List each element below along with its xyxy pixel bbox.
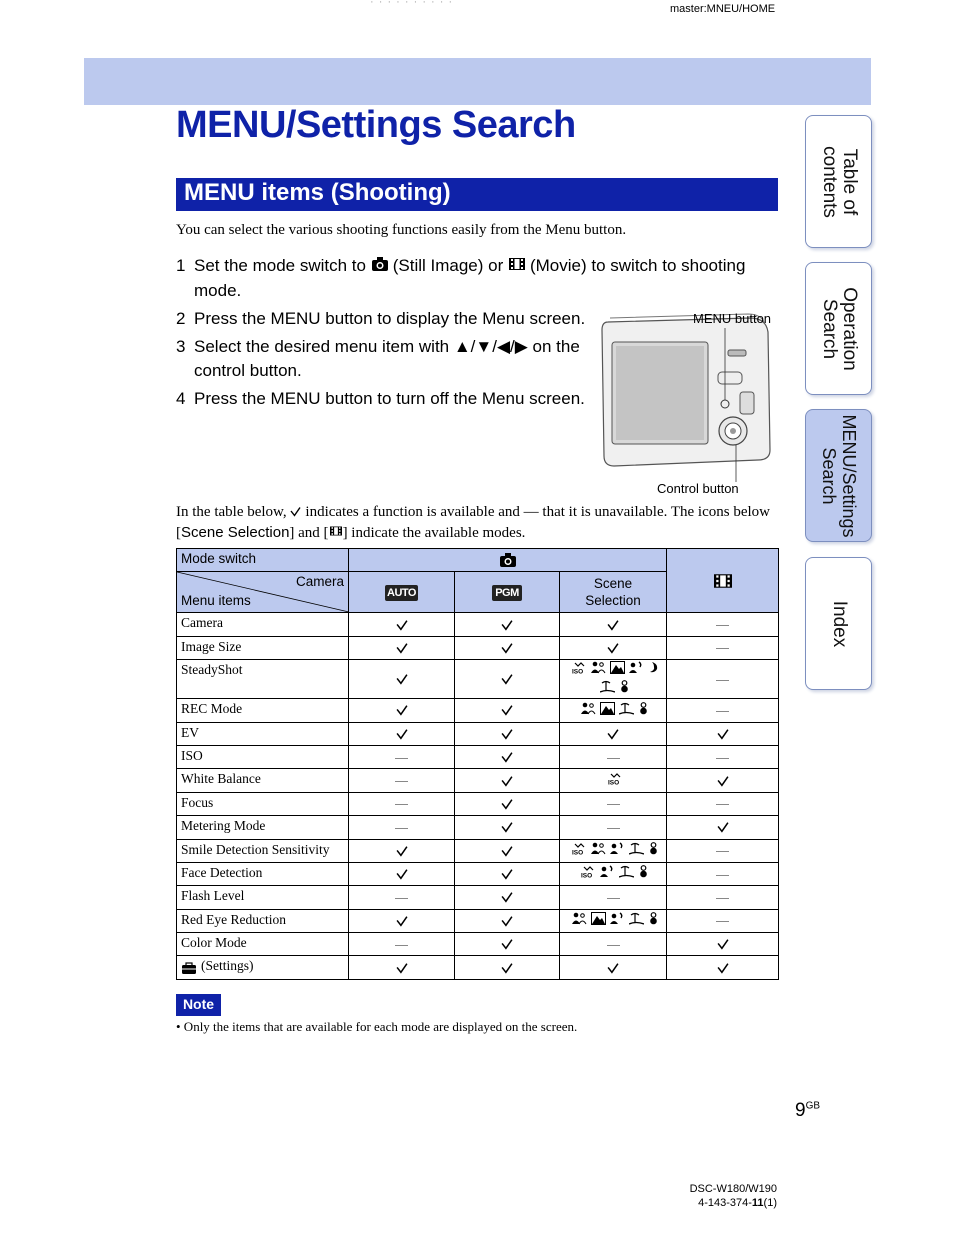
check-icon [455, 728, 559, 740]
svg-text:ISO: ISO [581, 872, 593, 879]
scene-unavailable [560, 745, 667, 768]
tab-menu-settings-search[interactable] [805, 409, 872, 542]
table-row [177, 909, 779, 932]
scene-scene-icons [560, 660, 667, 699]
camera-illustration [600, 300, 790, 500]
tab-label-line: Search [818, 446, 839, 505]
faint-header-text: · · · · · · · · · · [370, 0, 454, 8]
movie-unavailable [667, 636, 779, 659]
movie-unavailable [667, 909, 779, 932]
legend-scene: Scene Selection [181, 523, 290, 541]
pgm-available [455, 886, 560, 909]
menu-item-label: Flash Level [181, 888, 245, 904]
step-text: (Movie) to switch to shooting mode. [194, 256, 746, 300]
pgm-available [455, 745, 560, 768]
check-icon [455, 962, 559, 974]
step-text: Press the MENU button to display the Menu screen. [194, 308, 586, 328]
step-text: Select the desired menu item with ▲/▼/◀/▶ on the control button. [194, 336, 580, 380]
check-icon [667, 821, 778, 833]
pgm-mode-header [455, 572, 560, 613]
pgm-available [455, 956, 560, 979]
portrait-scene-icon [591, 842, 606, 860]
dash-unavailable [716, 680, 729, 681]
step-number: 1 [176, 256, 186, 275]
movie-icon [508, 255, 526, 279]
page-number-suffix: GB [805, 1100, 821, 1112]
scene-unavailable [560, 816, 667, 839]
check-icon [667, 775, 778, 787]
diagonal-header-cell [177, 572, 349, 613]
menu-item-name [177, 956, 349, 979]
scene-unavailable [560, 933, 667, 956]
menu-item-label: White Balance [181, 771, 261, 787]
movie-icon [667, 572, 778, 590]
table-row [177, 792, 779, 815]
dash-unavailable [607, 804, 620, 805]
tab-label [819, 414, 859, 537]
page-title: MENU/Settings Search [176, 104, 576, 146]
section-title: MENU items (Shooting) [176, 178, 778, 211]
page-number-value: 9 [795, 1100, 806, 1121]
note-label: Note [176, 994, 221, 1016]
table-row [177, 933, 779, 956]
tab-label-line: contents [818, 145, 840, 218]
dash-unavailable [716, 875, 729, 876]
table-legend [176, 502, 776, 543]
beach-scene-icon [629, 912, 644, 930]
code-prefix: 4-143-374- [698, 1197, 752, 1209]
step-number: 2 [176, 308, 186, 328]
auto-available [349, 909, 455, 932]
menu-item-name [177, 886, 349, 909]
dash-unavailable [716, 804, 729, 805]
menu-item-label: Red Eye Reduction [181, 911, 286, 927]
check-icon [455, 751, 559, 763]
check-icon [290, 503, 301, 523]
auto-available [349, 613, 455, 636]
scene-unavailable [560, 792, 667, 815]
step-3 [176, 335, 589, 383]
tab-label-line: Search [818, 298, 840, 359]
auto-mode-icon: AUTO [387, 586, 416, 599]
snow-scene-icon [638, 865, 649, 883]
step-2 [176, 307, 589, 331]
twilight-scene-icon [648, 661, 659, 679]
check-icon [349, 868, 454, 880]
check-icon [560, 642, 666, 654]
auto-available [349, 839, 455, 862]
legend-text: ] and [ [289, 524, 329, 541]
intro-text: You can select the various shooting functions easily from the Menu button. [176, 222, 627, 238]
mode-switch-header: Mode switch [177, 549, 349, 572]
svg-text:ISO: ISO [571, 849, 583, 855]
menu-item-label: Face Detection [181, 864, 263, 880]
camera-column-label: Camera [295, 574, 344, 590]
check-icon [455, 673, 559, 685]
menu-item-name [177, 792, 349, 815]
pgm-available [455, 792, 560, 815]
auto-unavailable [349, 816, 455, 839]
dash-unavailable [395, 828, 408, 829]
dash-unavailable [716, 711, 729, 712]
movie-header [667, 549, 779, 613]
svg-text:ISO: ISO [571, 668, 583, 675]
portrait-scene-icon [591, 661, 606, 679]
check-icon [667, 938, 778, 950]
auto-unavailable [349, 745, 455, 768]
pgm-available [455, 636, 560, 659]
table-row [177, 699, 779, 722]
twilight-portrait-scene-icon [610, 842, 625, 860]
snow-scene-icon [638, 702, 649, 720]
dash-unavailable [395, 781, 408, 782]
pgm-available [455, 699, 560, 722]
menu-item-name [177, 699, 349, 722]
legend-text: In the table below, [176, 504, 287, 520]
auto-available [349, 699, 455, 722]
check-icon [455, 775, 559, 787]
check-icon [349, 962, 454, 974]
legend-text: indicates a function is available and — that it is unavailable. The icons below [ [176, 504, 770, 541]
tab-label-line: MENU/Settings [838, 413, 859, 538]
movie-unavailable [667, 660, 779, 699]
scene-scene-icons [560, 909, 667, 932]
auto-unavailable [349, 769, 455, 792]
pgm-available [455, 769, 560, 792]
step-number: 3 [176, 336, 186, 356]
scene-available [560, 636, 667, 659]
landscape-scene-icon [600, 702, 615, 720]
step-text: Press the MENU button to turn off the Menu screen. [194, 388, 585, 408]
model-number: DSC-W180/W190 [689, 1183, 777, 1195]
auto-available [349, 862, 455, 885]
pgm-available [455, 722, 560, 745]
pgm-available [455, 862, 560, 885]
dash-unavailable [607, 898, 620, 899]
tab-operation-search[interactable] [805, 262, 872, 395]
check-icon [455, 821, 559, 833]
tab-label-line: Table of [838, 148, 860, 215]
scene-scene-icons [560, 769, 667, 792]
menu-button-label: MENU button [693, 311, 772, 326]
auto-unavailable [349, 792, 455, 815]
scene-scene-icons [560, 839, 667, 862]
scene-selection-header: Scene Selection [560, 572, 667, 613]
check-icon [455, 704, 559, 716]
menu-item-label: Image Size [181, 638, 242, 654]
portrait-scene-icon [581, 702, 596, 720]
auto-mode-header [349, 572, 455, 613]
table-row [177, 839, 779, 862]
svg-text:ISO: ISO [607, 779, 619, 785]
pgm-available [455, 660, 560, 699]
movie-available [667, 816, 779, 839]
beach-scene-icon [629, 842, 644, 860]
movie-unavailable [667, 699, 779, 722]
page-number [795, 1100, 820, 1122]
movie-available [667, 722, 779, 745]
menu-item-label: REC Mode [181, 701, 243, 717]
pgm-available [455, 933, 560, 956]
dash-unavailable [716, 921, 729, 922]
pgm-mode-icon: PGM [492, 585, 522, 601]
table-row [177, 956, 779, 979]
iso-scene-icon [572, 842, 587, 860]
check-icon [455, 938, 559, 950]
menu-item-label: Focus [181, 794, 214, 810]
table-row [177, 886, 779, 909]
tab-table-of-contents[interactable] [805, 115, 872, 248]
still-image-icon [349, 552, 666, 568]
menu-item-name [177, 862, 349, 885]
menu-item-label: (Settings) [201, 958, 254, 974]
portrait-scene-icon [572, 912, 587, 930]
step-text: (Still Image) or [392, 256, 504, 275]
dash-unavailable [716, 758, 729, 759]
check-icon [455, 845, 559, 857]
camera-back-drawing [600, 300, 790, 500]
movie-available [667, 933, 779, 956]
menu-item-label: Smile Detection Sensitivity [181, 841, 330, 857]
iso-scene-icon [572, 661, 587, 679]
snow-scene-icon [648, 912, 659, 930]
beach-scene-icon [619, 865, 634, 883]
step-4 [176, 387, 589, 411]
settings-toolbox-icon [181, 957, 197, 977]
snow-scene-icon [619, 680, 630, 698]
check-icon [349, 915, 454, 927]
menu-item-label: Camera [181, 615, 223, 631]
menu-item-name [177, 722, 349, 745]
beach-scene-icon [619, 702, 634, 720]
footer [560, 1182, 777, 1210]
movie-available [667, 769, 779, 792]
auto-unavailable [349, 933, 455, 956]
check-icon [349, 728, 454, 740]
movie-icon [329, 523, 343, 543]
menu-item-name [177, 769, 349, 792]
beach-scene-icon [600, 680, 615, 698]
menu-item-label: SteadyShot [181, 662, 243, 678]
menu-items-row-label: Menu items [181, 593, 251, 609]
scene-scene-icons [560, 699, 667, 722]
menu-item-name [177, 636, 349, 659]
menu-item-name [177, 816, 349, 839]
landscape-scene-icon [610, 661, 625, 679]
check-icon [560, 728, 666, 740]
twilight-portrait-scene-icon [629, 661, 644, 679]
legend-text: ] indicate the available modes. [342, 524, 526, 541]
pgm-available [455, 816, 560, 839]
menu-item-name [177, 909, 349, 932]
auto-unavailable [349, 886, 455, 909]
table-row [177, 769, 779, 792]
still-image-icon [371, 255, 389, 279]
movie-unavailable [667, 839, 779, 862]
movie-available [667, 956, 779, 979]
tab-label [819, 146, 859, 218]
document-code [560, 1196, 777, 1210]
table-row [177, 816, 779, 839]
movie-unavailable [667, 613, 779, 636]
tab-label [829, 600, 849, 646]
dash-unavailable [716, 851, 729, 852]
check-icon [455, 891, 559, 903]
code-suffix: (1) [763, 1197, 777, 1209]
check-icon [667, 962, 778, 974]
dash-unavailable [395, 898, 408, 899]
master-label: master:MNEU/HOME [670, 3, 776, 15]
check-icon [455, 915, 559, 927]
movie-unavailable [667, 792, 779, 815]
menu-item-label: ISO [181, 747, 203, 763]
menu-item-name [177, 660, 349, 699]
control-button-label: Control button [657, 481, 739, 496]
pgm-available [455, 839, 560, 862]
dash-unavailable [716, 648, 729, 649]
table-row [177, 660, 779, 699]
check-icon [349, 619, 454, 631]
table-row [177, 613, 779, 636]
movie-unavailable [667, 886, 779, 909]
menu-items-table [176, 548, 779, 980]
check-icon [455, 642, 559, 654]
check-icon [349, 845, 454, 857]
tab-index[interactable] [805, 557, 872, 690]
menu-item-label: Metering Mode [181, 818, 266, 834]
dash-unavailable [395, 945, 408, 946]
menu-item-name [177, 933, 349, 956]
scene-unavailable [560, 886, 667, 909]
auto-available [349, 660, 455, 699]
check-icon [349, 642, 454, 654]
tab-label-line: Operation [838, 286, 860, 371]
header-band [84, 58, 871, 105]
dash-unavailable [607, 828, 620, 829]
step-1 [176, 254, 786, 303]
twilight-portrait-scene-icon [610, 912, 625, 930]
menu-item-name [177, 839, 349, 862]
check-icon [560, 962, 666, 974]
check-icon [455, 868, 559, 880]
table-row [177, 862, 779, 885]
check-icon [455, 619, 559, 631]
table-row [177, 636, 779, 659]
scene-available [560, 722, 667, 745]
menu-item-label: EV [181, 724, 199, 740]
menu-item-name [177, 745, 349, 768]
check-icon [455, 798, 559, 810]
iso-scene-icon [608, 772, 623, 790]
pgm-available [455, 909, 560, 932]
scene-available [560, 956, 667, 979]
scene-available [560, 613, 667, 636]
check-icon [667, 728, 778, 740]
tab-label-line: Index [828, 600, 850, 647]
code-bold: 11 [751, 1197, 764, 1209]
pgm-available [455, 613, 560, 636]
landscape-scene-icon [591, 912, 606, 930]
note-text: • Only the items that are available for each mode are displayed on the screen. [176, 1019, 578, 1034]
check-icon [560, 619, 666, 631]
dash-unavailable [607, 758, 620, 759]
dash-unavailable [395, 804, 408, 805]
dash-unavailable [395, 758, 408, 759]
auto-available [349, 636, 455, 659]
twilight-portrait-scene-icon [600, 865, 615, 883]
table-row [177, 722, 779, 745]
tab-label [819, 287, 859, 370]
check-icon [349, 673, 454, 685]
check-icon [349, 704, 454, 716]
menu-item-name [177, 613, 349, 636]
auto-available [349, 722, 455, 745]
scene-scene-icons [560, 862, 667, 885]
movie-unavailable [667, 862, 779, 885]
snow-scene-icon [648, 842, 659, 860]
auto-available [349, 956, 455, 979]
dash-unavailable [716, 625, 729, 626]
dash-unavailable [716, 898, 729, 899]
table-row [177, 745, 779, 768]
movie-unavailable [667, 745, 779, 768]
step-number: 4 [176, 388, 186, 408]
dash-unavailable [607, 945, 620, 946]
iso-scene-icon [581, 865, 596, 883]
menu-item-label: Color Mode [181, 935, 247, 951]
step-text: Set the mode switch to [194, 256, 366, 275]
still-image-header [349, 549, 667, 572]
